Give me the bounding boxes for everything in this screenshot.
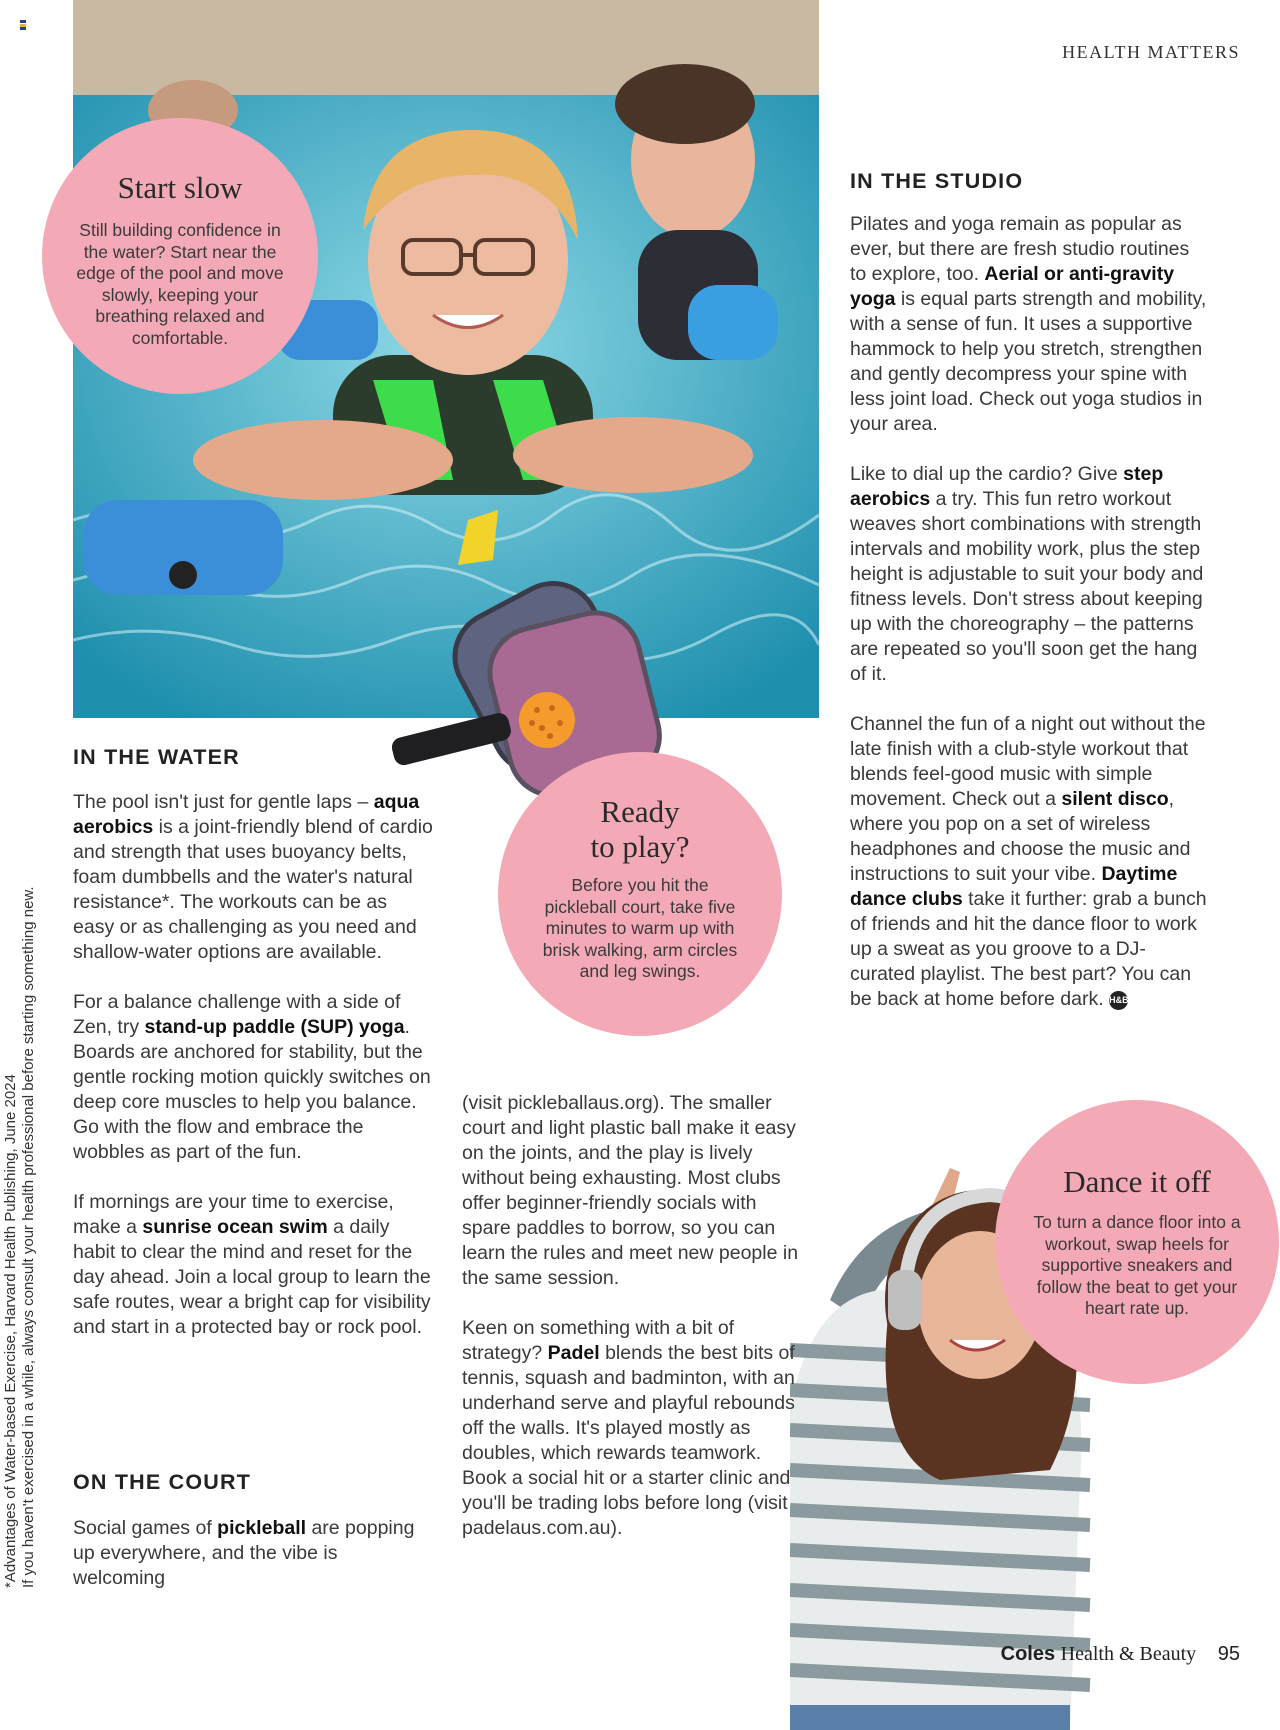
footer-brand: Coles [1000, 1643, 1056, 1665]
padel-term: Padel [547, 1342, 600, 1364]
text-span: Channel the fun of a night out without the late finish with a club-style workout that blends feel-good music with simple movement. Check out a [850, 713, 1206, 810]
page-footer [1001, 1643, 1240, 1666]
disclaimer-text: If you haven't exercised in a while, always consult your health professional before starting something new. [20, 886, 37, 1588]
silent-disco-paragraph [850, 712, 1210, 1012]
text-span: For a balance challenge with a side of Zen, try [73, 991, 401, 1038]
on-the-court-heading: ON THE COURT [73, 1470, 252, 1494]
aqua-aerobics-paragraph [73, 790, 433, 965]
footer-publication: Health & Beauty [1060, 1643, 1197, 1665]
text-span: is equal parts strength and mobility, with a sense of fun. It uses a supportive hammock to help you stretch, strengthen and gently decompress your spine with less joint load. Check out yoga studios in your area. [850, 288, 1207, 435]
sup-yoga-term: stand-up paddle (SUP) yoga [144, 1016, 405, 1038]
pickleball-paragraph: (visit pickleballaus.org). The smaller court and light plastic ball make it easy on the joints, and the play is lively without being exhausting. Most clubs offer beginner-friendly socials with spare paddles to borrow, so you can learn the rules and meet new people in the same session. [462, 1092, 799, 1289]
step-aerobics-term: step aerobics [850, 463, 1164, 510]
end-mark-icon: H&B [1109, 991, 1128, 1010]
pickleball-intro [73, 1516, 433, 1591]
in-the-water-heading: IN THE WATER [73, 745, 240, 769]
dance-it-off-callout [995, 1100, 1279, 1384]
in-the-studio-column [850, 212, 1210, 1037]
text-span: , where you pop on a set of wireless headphones and choose the music and instructions to suit your vibe. [850, 788, 1191, 885]
step-aerobics-paragraph [850, 462, 1210, 687]
ocean-swim-paragraph [73, 1190, 433, 1340]
text-span: a daily habit to clear the mind and reset for the day ahead. Join a local group to learn the safe routes, wear a bright cap for visibility and start in a protected bay or rock pool. [73, 1216, 431, 1338]
in-the-studio-heading: IN THE STUDIO [850, 169, 1024, 193]
on-the-court-column [462, 1091, 808, 1566]
aqua-aerobics-term: aqua aerobics [73, 791, 420, 838]
text-span: The pool isn't just for gentle laps – [73, 791, 374, 813]
ready-to-play-title [498, 794, 782, 864]
text-span: a try. This fun retro workout weaves short combinations with strength intervals and mobility work, plus the step height is adjustable to suit your body and fitness levels. Don't stress about keeping up with the choreography – the patterns are repeated so you'll soon get the hang of it. [850, 488, 1204, 685]
silent-disco-term: silent disco [1061, 788, 1169, 810]
dance-it-off-text: To turn a dance floor into a workout, swap heels for supportive sneakers and follow the beat to get your heart rate up. [1033, 1212, 1241, 1318]
text-span: Keen on something with a bit of strategy? [462, 1317, 735, 1364]
text-span: is a joint-friendly blend of cardio and strength that uses buoyancy belts, foam dumbbells and the water's natural resistance*. The workouts can be as easy or as challenging as you need and shallow-water options are available. [73, 816, 433, 963]
aerial-yoga-term: Aerial or anti-gravity yoga [850, 263, 1175, 310]
text-span: . Boards are anchored for stability, but the gentle rocking motion quickly switches on deep core muscles to help you balance. Go with the flow and embrace the wobbles as part of the fun. [73, 1016, 431, 1163]
in-the-water-column [73, 790, 433, 1365]
pickleball-term: pickleball [217, 1517, 307, 1539]
section-colour-tab [20, 20, 26, 30]
text-span: Social games of [73, 1517, 218, 1539]
dance-it-off-title: Dance it off [1063, 1164, 1211, 1199]
text-span: If mornings are your time to exercise, make a [73, 1191, 394, 1238]
ready-title-line2: to play? [590, 829, 690, 864]
text-span: Pilates and yoga remain as popular as ever, but there are fresh studio routines to explore, too. [850, 213, 1190, 285]
ready-to-play-text: Before you hit the pickleball court, take five minutes to warm up with brisk walking, arm circles and leg swings. [542, 875, 738, 981]
text-span: take it further: grab a bunch of friends and hit the dance floor to work up a sweat as you groove to a DJ-curated playlist. The best part? You can be back at home before dark. [850, 888, 1207, 1010]
text-span: are popping up everywhere, and the vibe is welcoming [73, 1517, 415, 1589]
text-span: Like to dial up the cardio? Give [850, 463, 1124, 485]
sup-yoga-paragraph [73, 990, 433, 1165]
start-slow-title: Start slow [117, 170, 243, 205]
ready-title-line1: Ready [600, 794, 680, 829]
page-number: 95 [1217, 1643, 1240, 1665]
section-tag: HEALTH MATTERS [1062, 42, 1240, 62]
footnote-text: *Advantages of Water-based Exercise, Harvard Health Publishing, June 2024 [2, 1074, 19, 1588]
aerial-yoga-paragraph [850, 212, 1210, 437]
ready-to-play-callout [498, 752, 782, 1036]
daytime-dance-clubs-term: Daytime dance clubs [850, 863, 1178, 910]
start-slow-text: Still building confidence in the water? Start near the edge of the pool and move slowly, keeping your breathing relaxed and comfortable. [76, 220, 284, 348]
start-slow-callout [42, 118, 318, 394]
text-span: blends the best bits of tennis, squash and badminton, with an underhand serve and playful rebounds off the walls. It's played mostly as doubles, which rewards teamwork. Book a social hit or a starter clinic and you'll be trading lobs before long (visit padelaus.com.au). [462, 1342, 795, 1539]
sunrise-ocean-swim-term: sunrise ocean swim [142, 1216, 328, 1238]
padel-paragraph [462, 1316, 808, 1541]
